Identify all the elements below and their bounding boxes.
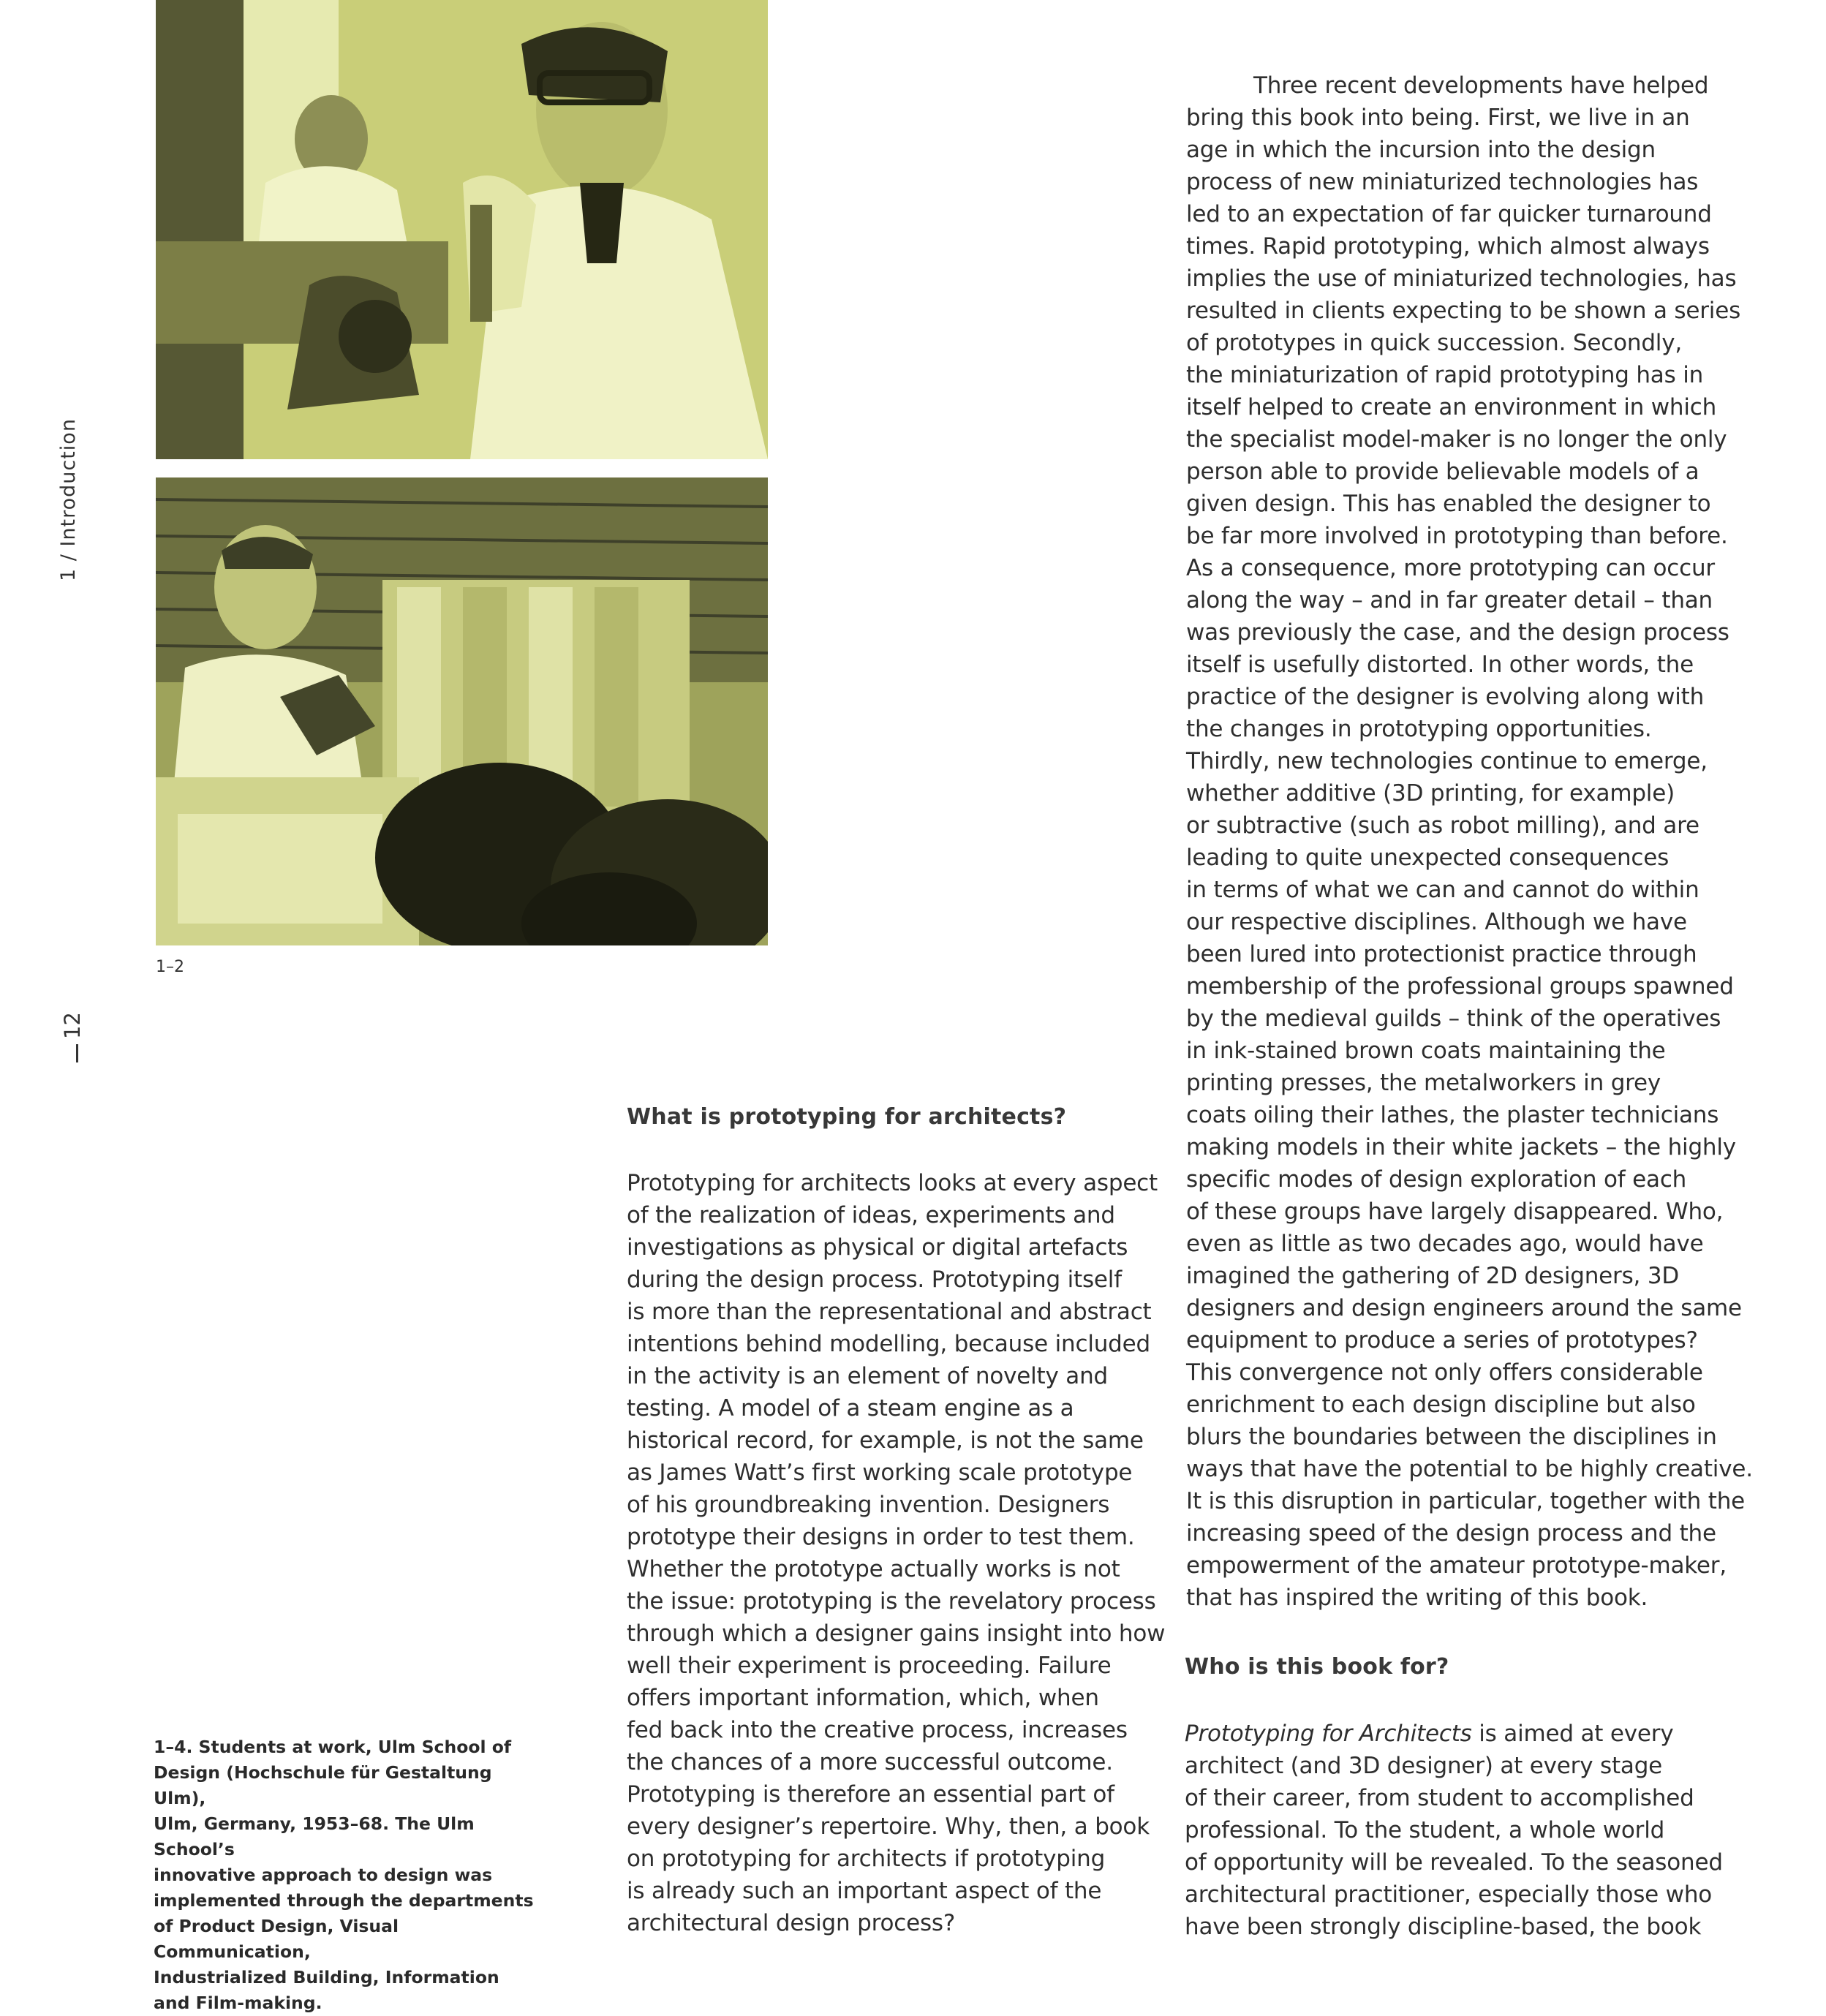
caption-line: Industrialized Building, Information <box>154 1967 499 1987</box>
text-line: bring this book into being. First, we live in an <box>1186 105 1690 131</box>
text-line: investigations as physical or digital artefacts <box>627 1234 1128 1261</box>
text-line: even as little as two decades ago, would have <box>1186 1231 1704 1257</box>
text-line: on prototyping for architects if prototyping <box>627 1846 1106 1872</box>
text-line: historical record, for example, is not the same <box>627 1427 1144 1454</box>
text-line: every designer’s repertoire. Why, then, a book <box>627 1813 1150 1840</box>
text-line: equipment to produce a series of prototypes? <box>1186 1327 1698 1354</box>
text-line: empowerment of the amateur prototype-maker, <box>1186 1552 1727 1579</box>
text-line: practice of the designer is evolving along with <box>1186 684 1705 710</box>
text-line: itself is usefully distorted. In other words, the <box>1186 652 1694 678</box>
caption-line: of Product Design, Visual Communication, <box>154 1916 399 1962</box>
text-line: been lured into protectionist practice through <box>1186 941 1697 967</box>
text-line: architectural practitioner, especially those who <box>1185 1881 1713 1908</box>
text-line: process of new miniaturized technologies has <box>1186 169 1699 195</box>
photo-students-building-model <box>156 477 768 945</box>
body-column-right <box>1186 69 1753 1614</box>
text-line: the miniaturization of rapid prototyping has in <box>1186 362 1704 388</box>
text-line: architect (and 3D designer) at every stage <box>1185 1753 1663 1779</box>
body-column-right-who <box>1185 1718 1723 1943</box>
text-line: of their career, from student to accomplished <box>1185 1785 1694 1811</box>
text-line: by the medieval guilds – think of the operatives <box>1186 1005 1721 1032</box>
text-line: fed back into the creative process, increases <box>627 1717 1128 1743</box>
text-line: blurs the boundaries between the disciplines in <box>1186 1424 1717 1450</box>
book-title: Prototyping for Architects <box>1185 1721 1472 1747</box>
text-line: in ink-stained brown coats maintaining the <box>1186 1038 1666 1064</box>
text-line: during the design process. Prototyping itself <box>627 1266 1122 1293</box>
text-line: printing presses, the metalworkers in grey <box>1186 1070 1661 1096</box>
section-heading-what: What is prototyping for architects? <box>627 1104 1067 1130</box>
text-line: imagined the gathering of 2D designers, 3D <box>1186 1263 1680 1289</box>
text-line: This convergence not only offers considerable <box>1186 1359 1703 1386</box>
text-line: intentions behind modelling, because included <box>627 1331 1151 1357</box>
caption-line: implemented through the departments <box>154 1890 534 1911</box>
text-line: the chances of a more successful outcome. <box>627 1749 1113 1775</box>
text-line: of prototypes in quick succession. Secondly, <box>1186 330 1683 356</box>
text-line: as James Watt’s first working scale prototype <box>627 1460 1133 1486</box>
text-line: well their experiment is proceeding. Failure <box>627 1653 1112 1679</box>
text-line: of his groundbreaking invention. Designers <box>627 1492 1110 1518</box>
text-line: be far more involved in prototyping than before. <box>1186 523 1728 549</box>
text-line: given design. This has enabled the designer to <box>1186 491 1711 517</box>
text-line: is more than the representational and abstract <box>627 1299 1152 1325</box>
section-heading-who: Who is this book for? <box>1185 1654 1449 1680</box>
text-line: Whether the prototype actually works is not <box>627 1556 1120 1582</box>
text-line: through which a designer gains insight into how <box>627 1620 1166 1647</box>
text-line: enrichment to each design discipline but also <box>1186 1392 1696 1418</box>
caption-line: 1–4. Students at work, Ulm School of <box>154 1737 512 1757</box>
text-line: ways that have the potential to be highly creative. <box>1186 1456 1753 1482</box>
text-line: leading to quite unexpected consequences <box>1186 845 1670 871</box>
text-line: specific modes of design exploration of each <box>1186 1166 1687 1193</box>
text-line: resulted in clients expecting to be shown a series <box>1186 298 1741 324</box>
text-line: our respective disciplines. Although we have <box>1186 909 1687 935</box>
text-line: increasing speed of the design process and the <box>1186 1520 1716 1547</box>
text-line: in the activity is an element of novelty and <box>627 1363 1109 1389</box>
text-fragment: is aimed at every <box>1471 1721 1674 1747</box>
text-line: along the way – and in far greater detail – than <box>1186 587 1713 614</box>
text-line: led to an expectation of far quicker turnaround <box>1186 201 1712 227</box>
body-column-middle <box>627 1167 1165 1939</box>
text-line: that has inspired the writing of this book. <box>1186 1585 1648 1611</box>
text-line: prototype their designs in order to test them. <box>627 1524 1135 1550</box>
figure-caption <box>154 1734 534 2016</box>
text-line: It is this disruption in particular, together with the <box>1186 1488 1746 1514</box>
text-line: Thirdly, new technologies continue to emerge, <box>1186 748 1708 774</box>
text-line: have been strongly discipline-based, the book <box>1185 1914 1702 1940</box>
text-line: Prototyping for architects looks at every aspect <box>627 1170 1158 1196</box>
caption-line: innovative approach to design was <box>154 1865 493 1885</box>
text-line: of the realization of ideas, experiments and <box>627 1202 1115 1228</box>
text-line: designers and design engineers around the same <box>1186 1295 1742 1321</box>
text-line: the specialist model-maker is no longer the only <box>1186 426 1727 453</box>
text-line: or subtractive (such as robot milling), and are <box>1186 812 1699 839</box>
text-line: testing. A model of a steam engine as a <box>627 1395 1074 1422</box>
text-line: Prototyping is therefore an essential part of <box>627 1781 1114 1808</box>
folio-rule <box>76 1044 78 1062</box>
text-line: itself helped to create an environment in which <box>1186 394 1717 420</box>
text-line: Three recent developments have helped <box>1253 72 1709 99</box>
text-line: whether additive (3D printing, for example) <box>1186 780 1675 807</box>
running-head: 1 / Introduction <box>57 418 80 581</box>
text-line: of these groups have largely disappeared. Who, <box>1186 1198 1724 1225</box>
figure-label: 1–2 <box>156 958 184 976</box>
text-line: of opportunity will be revealed. To the seasoned <box>1185 1849 1723 1876</box>
text-line: architectural design process? <box>627 1910 956 1936</box>
photo-student-model-maker <box>156 0 768 459</box>
text-line <box>1185 1718 1723 1750</box>
text-line: person able to provide believable models of a <box>1186 458 1699 485</box>
caption-line: and Film-making. <box>154 1993 322 2013</box>
page-number: 12 <box>60 1006 89 1050</box>
text-line: is already such an important aspect of the <box>627 1878 1102 1904</box>
text-line: membership of the professional groups spawned <box>1186 973 1734 1000</box>
caption-line: Design (Hochschule für Gestaltung Ulm), <box>154 1762 492 1808</box>
text-line: making models in their white jackets – the highly <box>1186 1134 1736 1160</box>
text-line: As a consequence, more prototyping can occur <box>1186 555 1715 581</box>
text-line: implies the use of miniaturized technologies, has <box>1186 265 1737 292</box>
text-line: coats oiling their lathes, the plaster technicians <box>1186 1102 1719 1128</box>
text-line: the issue: prototyping is the revelatory process <box>627 1588 1156 1615</box>
text-line: was previously the case, and the design process <box>1186 619 1729 646</box>
text-line: the changes in prototyping opportunities. <box>1186 716 1652 742</box>
text-line: professional. To the student, a whole world <box>1185 1817 1665 1843</box>
caption-line: Ulm, Germany, 1953–68. The Ulm School’s <box>154 1813 475 1860</box>
text-line: in terms of what we can and cannot do within <box>1186 877 1699 903</box>
text-line: offers important information, which, when <box>627 1685 1099 1711</box>
text-line: age in which the incursion into the design <box>1186 137 1656 163</box>
text-line: times. Rapid prototyping, which almost always <box>1186 233 1710 260</box>
